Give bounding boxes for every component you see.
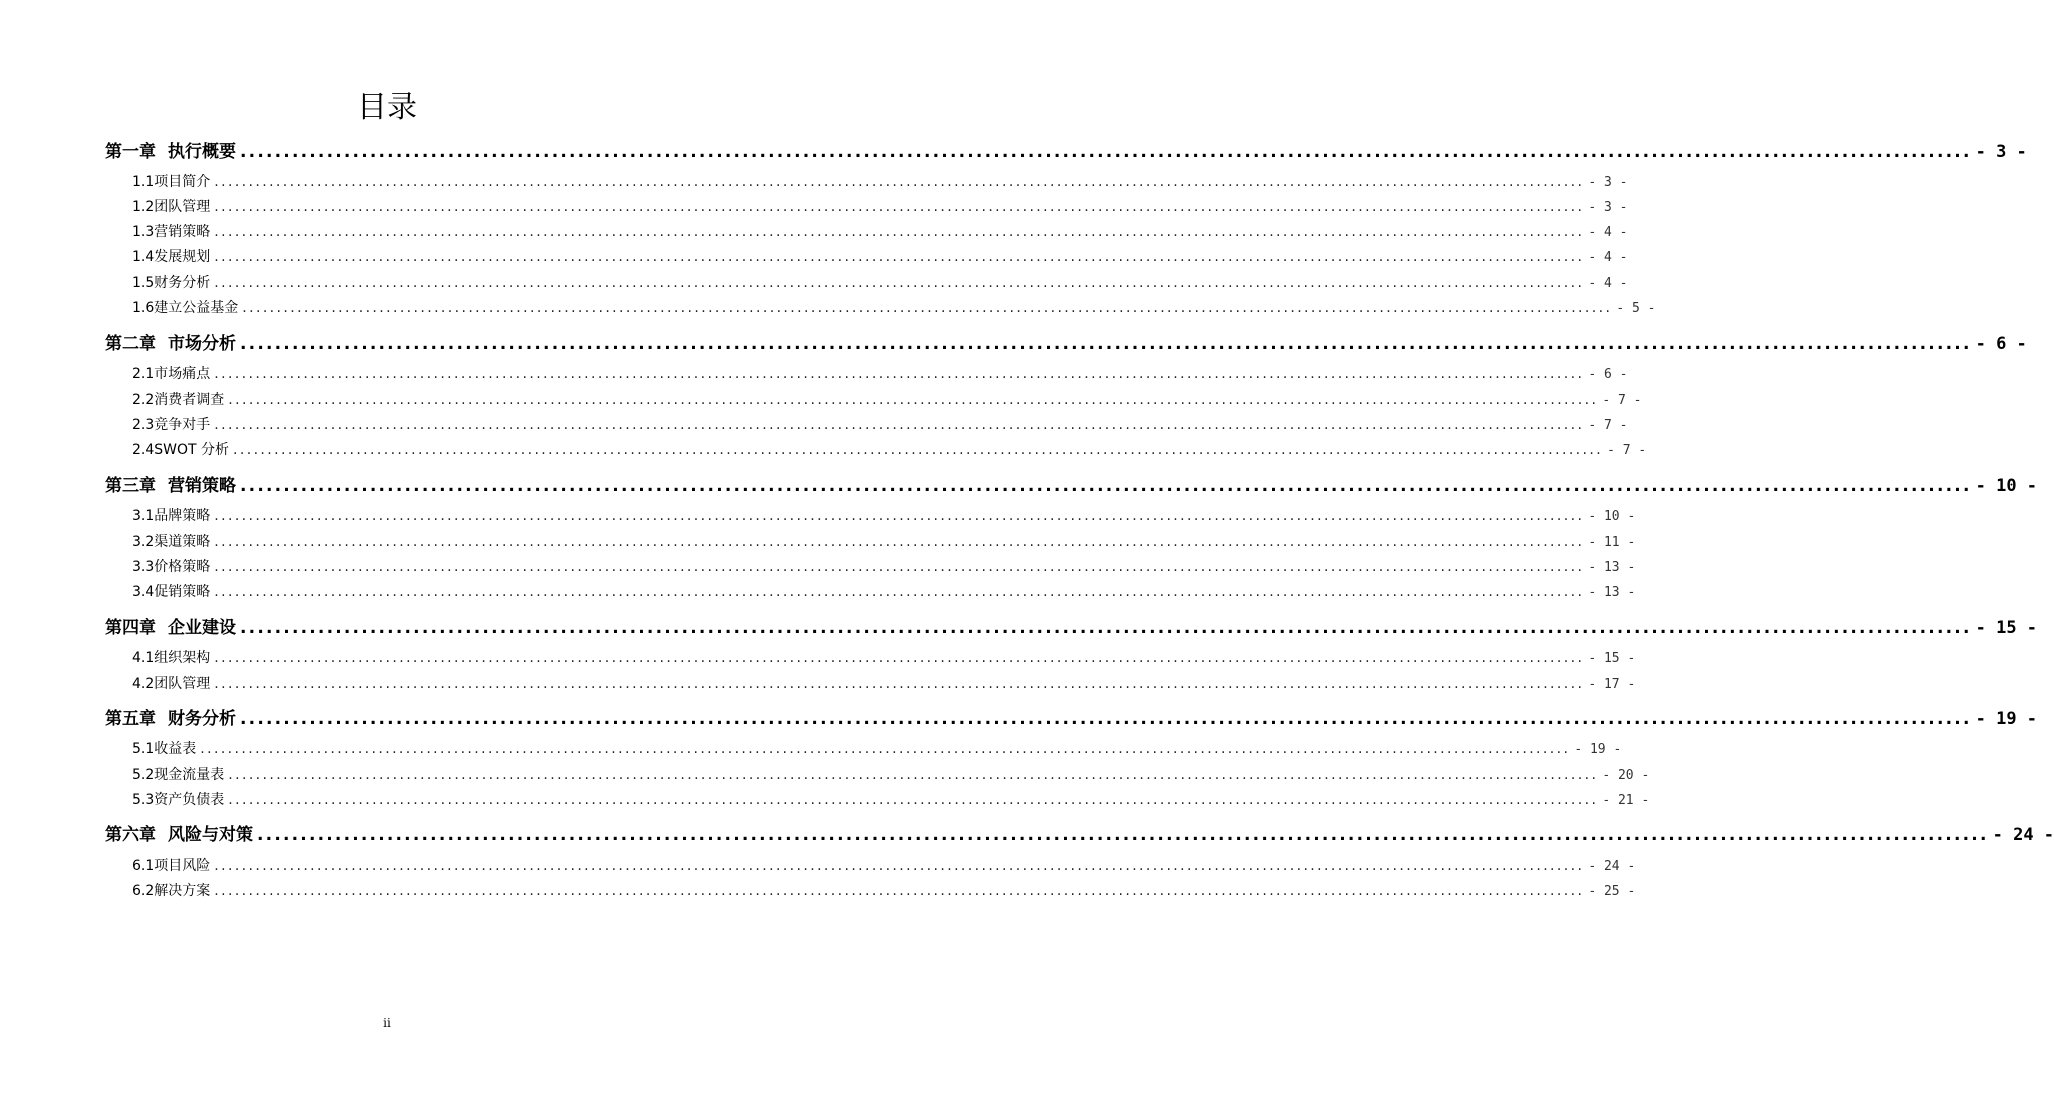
toc-entry-number: 第四章 [105,618,156,638]
toc-entry-title: 执行概要 [168,142,236,162]
toc-dot-leader: ........................................................................................................................................................................................................ [214,366,1585,382]
toc-page-number: - 15 - [1975,618,2038,638]
toc-entry-number: 2.4 [132,442,155,458]
toc-dot-leader: ........................................................................................................................................................................................................ [242,300,1613,316]
toc-page-number: - 4 - [1588,250,1628,265]
toc-entry-title: 项目风险 [154,858,211,874]
toc-dot-leader: ........................................................................................................................................................................................................ [214,858,1585,874]
toc-page-number: - 5 - [1616,301,1656,316]
toc-entry-number: 1.6 [132,300,155,316]
toc-entry-title: 营销策略 [154,224,211,240]
toc-page-number: - 6 - [1975,334,2027,354]
toc-chapter-entry[interactable] [105,707,2038,731]
toc-page-number: - 10 - [1588,509,1636,524]
toc-entry-number: 4.2 [132,676,155,692]
toc-dot-leader: ........................................................................................................................................................................................................ [233,442,1604,458]
toc-page-number: - 3 - [1975,142,2027,162]
toc-page-number: - 25 - [1588,884,1636,899]
toc-entry-title: 竞争对手 [154,417,211,433]
toc-entry-number: 6.2 [132,883,155,899]
toc-entry-title: 风险与对策 [168,825,253,845]
toc-dot-leader: ........................................................................................................................................................................................................ [214,676,1585,692]
toc-dot-leader: ........................................................................................................................................................................................................ [214,650,1585,666]
toc-dot-leader: ........................................................................................................................................................................................................ [214,174,1585,190]
toc-dot-leader: ........................................................................................................................................................................................................ [214,275,1585,291]
toc-chapter-entry[interactable] [105,474,2038,498]
toc-entry-title: 资产负债表 [154,792,225,808]
toc-section-entry[interactable] [132,648,1636,668]
toc-section-entry[interactable] [132,415,1628,435]
toc-entry-number: 3.1 [132,508,155,524]
toc-entry-title: SWOT 分析 [154,442,230,458]
toc-entry-title: 市场分析 [168,334,236,354]
toc-section-entry[interactable] [132,790,1650,810]
toc-page-number: - 11 - [1588,535,1636,550]
toc-page-number: - 6 - [1588,367,1628,382]
toc-page-number: - 20 - [1602,768,1650,783]
toc-page-number: - 4 - [1588,276,1628,291]
toc-section-entry[interactable] [132,881,1636,901]
toc-dot-leader: ........................................................................................................................................................................................................ [214,584,1585,600]
toc-section-entry[interactable] [132,197,1628,217]
toc-dot-leader: ........................................................................................................................................................................................................ [228,392,1599,408]
toc-entry-number: 第五章 [105,709,156,729]
toc-entry-number: 5.3 [132,792,155,808]
toc-entry-title: 团队管理 [154,199,211,215]
toc-entry-title: 财务分析 [154,275,211,291]
toc-dot-leader: ........................................................................................................................................................................................................ [240,334,1972,354]
toc-section-entry[interactable] [132,273,1628,293]
toc-dot-leader: ........................................................................................................................................................................................................ [240,709,1972,729]
toc-entry-title: 发展规划 [154,249,211,265]
toc-page-number: - 7 - [1602,393,1642,408]
toc-entry-number: 2.2 [132,392,155,408]
toc-page-number: - 4 - [1588,225,1628,240]
toc-dot-leader: ........................................................................................................................................................................................................ [240,142,1972,162]
toc-entry-number: 6.1 [132,858,155,874]
toc-entry-number: 第六章 [105,825,156,845]
toc-entry-title: 价格策略 [154,559,211,575]
toc-entry-title: 市场痛点 [154,366,211,382]
toc-chapter-entry[interactable] [105,140,2027,164]
toc-dot-leader: ........................................................................................................................................................................................................ [228,792,1599,808]
toc-section-entry[interactable] [132,582,1636,602]
toc-dot-leader: ........................................................................................................................................................................................................ [257,825,1989,845]
toc-entry-number: 3.2 [132,534,155,550]
toc-chapter-entry[interactable] [105,823,2054,847]
toc-page-number: - 21 - [1602,793,1650,808]
toc-dot-leader: ........................................................................................................................................................................................................ [214,224,1585,240]
toc-page-number: - 3 - [1588,175,1628,190]
toc-entry-title: 组织架构 [154,650,211,666]
toc-page-number: - 24 - [1588,859,1636,874]
toc-page-number: - 3 - [1588,200,1628,215]
toc-dot-leader: ........................................................................................................................................................................................................ [214,508,1585,524]
toc-entry-number: 2.3 [132,417,155,433]
toc-dot-leader: ........................................................................................................................................................................................................ [200,741,1571,757]
toc-section-entry[interactable] [132,856,1636,876]
toc-entry-title: 财务分析 [168,709,236,729]
toc-entry-title: 收益表 [154,741,197,757]
toc-section-entry[interactable] [132,765,1650,785]
toc-section-entry[interactable] [132,172,1628,192]
toc-page-number: - 24 - [1992,825,2054,845]
toc-dot-leader: ........................................................................................................................................................................................................ [214,534,1585,550]
toc-section-entry[interactable] [132,506,1636,526]
toc-section-entry[interactable] [132,557,1636,577]
toc-section-entry[interactable] [132,390,1642,410]
toc-dot-leader: ........................................................................................................................................................................................................ [228,767,1599,783]
toc-entry-number: 3.3 [132,559,155,575]
toc-section-entry[interactable] [132,298,1656,318]
toc-dot-leader: ........................................................................................................................................................................................................ [214,559,1585,575]
toc-entry-title: 促销策略 [154,584,211,600]
toc-entry-number: 1.5 [132,275,155,291]
toc-section-entry[interactable] [132,739,1622,759]
toc-section-entry[interactable] [132,674,1636,694]
toc-entry-number: 1.3 [132,224,155,240]
toc-entry-title: 项目简介 [154,174,211,190]
toc-entry-number: 2.1 [132,366,155,382]
toc-entry-number: 1.4 [132,249,155,265]
toc-entry-number: 第三章 [105,476,156,496]
page-title: 目录 [357,90,417,125]
toc-dot-leader: ........................................................................................................................................................................................................ [214,417,1585,433]
toc-page-number: - 19 - [1975,709,2038,729]
toc-section-entry[interactable] [132,247,1628,267]
page-number-footer: ii [383,1016,391,1030]
toc-page-number: - 10 - [1975,476,2038,496]
toc-dot-leader: ........................................................................................................................................................................................................ [240,476,1972,496]
toc-entry-number: 1.1 [132,174,155,190]
toc-entry-title: 建立公益基金 [154,300,239,316]
toc-entry-title: 团队管理 [154,676,211,692]
toc-entry-title: 现金流量表 [154,767,225,783]
toc-page-number: - 7 - [1588,418,1628,433]
toc-entry-number: 4.1 [132,650,155,666]
toc-entry-number: 5.2 [132,767,155,783]
toc-entry-title: 营销策略 [168,476,236,496]
toc-section-entry[interactable] [132,222,1628,242]
toc-dot-leader: ........................................................................................................................................................................................................ [214,199,1585,215]
toc-entry-title: 解决方案 [154,883,211,899]
toc-entry-number: 3.4 [132,584,155,600]
toc-chapter-entry[interactable] [105,332,2027,356]
toc-section-entry[interactable] [132,532,1636,552]
toc-dot-leader: ........................................................................................................................................................................................................ [240,618,1972,638]
toc-page-number: - 17 - [1588,677,1636,692]
toc-page-number: - 15 - [1588,651,1636,666]
toc-entry-number: 5.1 [132,741,155,757]
toc-page-number: - 7 - [1607,443,1647,458]
toc-section-entry[interactable] [132,440,1647,460]
toc-dot-leader: ........................................................................................................................................................................................................ [214,249,1585,265]
toc-entry-number: 1.2 [132,199,155,215]
toc-entry-title: 消费者调查 [154,392,225,408]
toc-page-number: - 13 - [1588,585,1636,600]
toc-dot-leader: ........................................................................................................................................................................................................ [214,883,1585,899]
toc-section-entry[interactable] [132,364,1628,384]
toc-chapter-entry[interactable] [105,616,2038,640]
toc-entry-title: 企业建设 [168,618,236,638]
toc-entry-title: 品牌策略 [154,508,211,524]
toc-page-number: - 19 - [1574,742,1622,757]
toc-entry-title: 渠道策略 [154,534,211,550]
toc-page-number: - 13 - [1588,560,1636,575]
toc-entry-number: 第一章 [105,142,156,162]
toc-entry-number: 第二章 [105,334,156,354]
